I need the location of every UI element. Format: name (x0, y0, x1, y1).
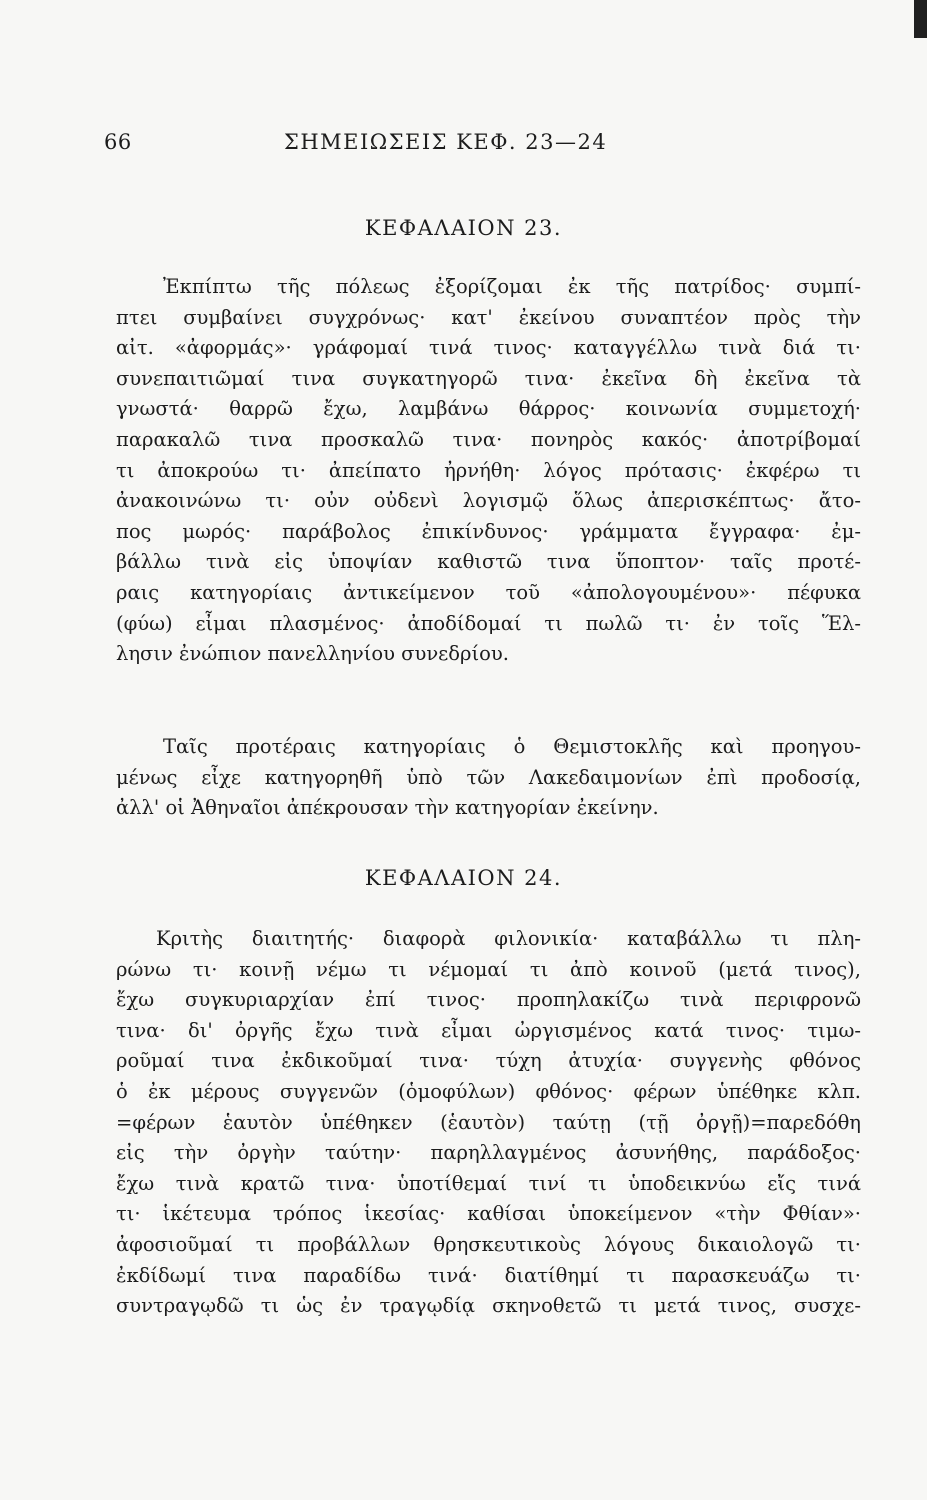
page-header (104, 130, 824, 166)
text-line: παρακαλῶ τινα προσκαλῶ τινα· πονηρὸς κακός· ἀποτρίβομαί (116, 427, 861, 451)
text-line: μένως εἶχε κατηγορηθῆ ὑπὸ τῶν Λακεδαιμονίων ἐπὶ προδοσίᾳ, (116, 765, 861, 789)
text-line: Κριτὴς διαιτητής· διαφορὰ φιλονικία· καταβάλλω τι πλη- (156, 927, 861, 950)
running-title: ΣΗΜΕΙΩΣΕΙΣ ΚΕΦ. 23—24 (284, 130, 608, 154)
text-line: (φύω) εἶμαι πλασμένος· ἀποδίδομαί τι πωλῶ τι· ἐν τοῖς Ἕλ- (116, 611, 861, 635)
text-line: συντραγῳδῶ τι ὡς ἐν τραγῳδίᾳ σκηνοθετῶ τι μετά τινος, συσχε- (116, 1294, 861, 1318)
text-line: λησιν ἐνώπιον πανελληνίου συνεδρίου. (116, 642, 509, 666)
text-line: εἰς τὴν ὀργὴν ταύτην· παρηλλαγμένος ἀσυνήθης, παράδοξος· (116, 1141, 861, 1165)
text-line: πος μωρός· παράβολος ἐπικίνδυνος· γράμματα ἔγγραφα· ἐμ- (116, 519, 861, 543)
text-line: γνωστά· θαρρῶ ἔχω, λαμβάνω θάρρος· κοινωνία συμμετοχή· (116, 397, 861, 421)
text-line: ἔχω συγκυριαρχίαν ἐπί τινος· προπηλακίζω τινὰ περιφρονῶ (116, 988, 861, 1012)
text-line: =φέρων ἑαυτὸν ὑπέθηκεν (ἑαυτὸν) ταύτῃ (τῇ ὀργῇ)=παρεδόθη (116, 1110, 861, 1134)
page-number: 66 (104, 130, 132, 154)
chapter-23-paragraph-1 (116, 272, 861, 670)
chapter-23-title: ΚΕΦΑΛΑΙΟΝ 23. (364, 216, 563, 240)
text-line: Ἐκπίπτω τῆς πόλεως ἐξορίζομαι ἐκ τῆς πατρίδος· συμπί- (163, 275, 861, 298)
text-line: ἀλλ' οἱ Ἀθηναῖοι ἀπέκρουσαν τὴν κατηγορίαν ἐκείνην. (116, 796, 659, 820)
scan-edge-mark (914, 0, 927, 38)
text-line: ροῦμαί τινα ἐκδικοῦμαί τινα· τύχη ἀτυχία· συγγενὴς φθόνος (116, 1049, 861, 1073)
text-line: ἔχω τινὰ κρατῶ τινα· ὑποτίθεμαί τινί τι ὑποδεικνύω εἴς τινά (116, 1171, 861, 1195)
text-line: ραις κατηγορίαις ἀντικείμενον τοῦ «ἀπολογουμένου»· πέφυκα (116, 580, 861, 604)
chapter-24-title: ΚΕΦΑΛΑΙΟΝ 24. (364, 866, 563, 890)
text-line: βάλλω τινὰ εἰς ὑποψίαν καθιστῶ τινα ὕποπτον· ταῖς προτέ- (116, 550, 861, 574)
text-line: τι ἀποκρούω τι· ἀπείπατο ἠρνήθη· λόγος πρότασις· ἐκφέρω τι (116, 458, 861, 482)
text-line: ἐκδίδωμί τινα παραδίδω τινά· διατίθημί τι παρασκευάζω τι· (116, 1263, 861, 1287)
text-line: τι· ἱκέτευμα τρόπος ἱκεσίας· καθίσαι ὑποκείμενον «τὴν Φθίαν»· (116, 1202, 861, 1226)
chapter-24-paragraph-1 (116, 924, 861, 1322)
chapter-23-paragraph-2 (116, 732, 861, 824)
text-line: συνεπαιτιῶμαί τινα συγκατηγορῶ τινα· ἐκεῖνα δὴ ἐκεῖνα τὰ (116, 366, 861, 390)
text-line: αἰτ. «ἀφορμάς»· γράφομαί τινά τινος· καταγγέλλω τινὰ διά τι· (116, 336, 861, 360)
text-line: ἀφοσιοῦμαί τι προβάλλων θρησκευτικοὺς λόγους δικαιολογῶ τι· (116, 1232, 861, 1256)
text-line: τινα· δι' ὀργῆς ἔχω τινὰ εἶμαι ὠργισμένος κατά τινος· τιμω- (116, 1018, 861, 1042)
text-line: ὁ ἐκ μέρους συγγενῶν (ὁμοφύλων) φθόνος· φέρων ὑπέθηκε κλπ. (116, 1079, 861, 1103)
text-line: ἀνακοινώνω τι· οὐν οὐδενὶ λογισμῷ ὅλως ἀπερισκέπτως· ἄτο- (116, 489, 861, 513)
text-line: Ταῖς προτέραις κατηγορίαις ὁ Θεμιστοκλῆς καὶ προηγου- (163, 735, 861, 758)
text-line: πτει συμβαίνει συγχρόνως· κατ' ἐκείνου συναπτέον πρὸς τὴν (116, 305, 861, 329)
text-line: ρώνω τι· κοινῇ νέμω τι νέμομαί τι ἀπὸ κοινοῦ (μετά τινος), (116, 957, 861, 981)
